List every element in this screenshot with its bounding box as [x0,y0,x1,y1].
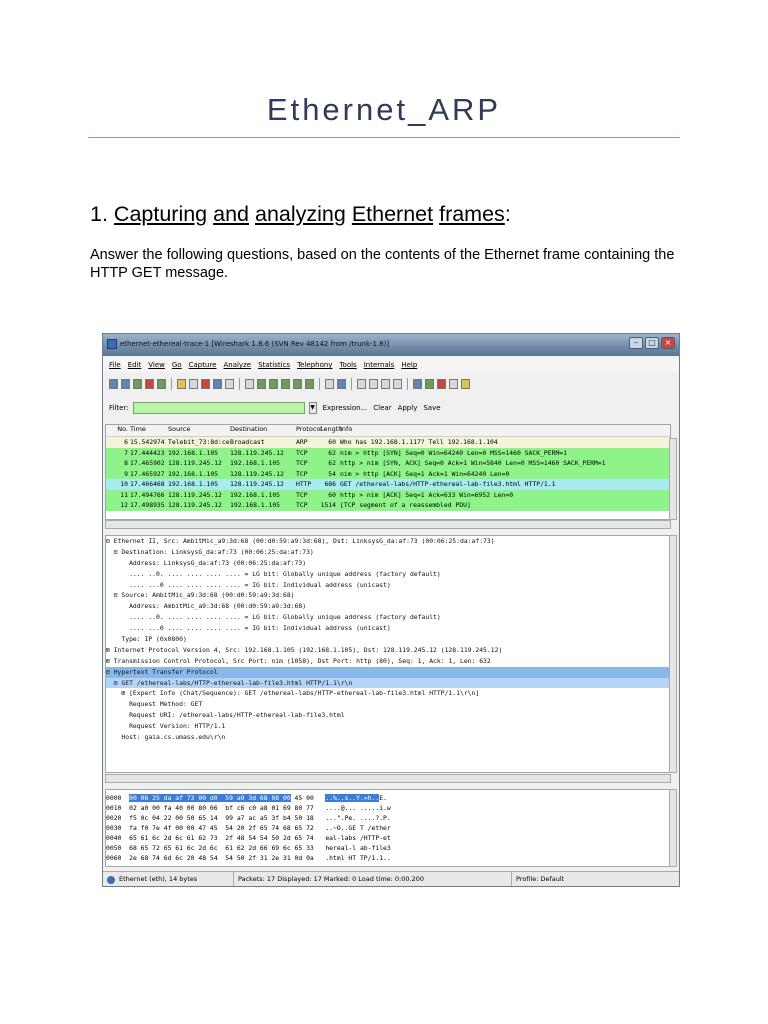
detail-tree-item[interactable]: Request Version: HTTP/1.1 [106,722,226,731]
detail-tree-item[interactable]: Address: AmbitMic_a9:3d:68 (00:d0:59:a9:3d:68) [106,602,307,611]
packet-protocol: ARP [296,438,308,446]
packet-number: 11 [120,490,128,499]
hex-offset: 0060 [106,854,122,862]
restart-capture-icon[interactable] [157,379,166,389]
packet-list-scrollbar[interactable] [105,520,671,529]
status-packets: Packets: 17 Displayed: 17 Marked: 0 Load time: 0:00.200 [233,872,511,886]
close-icon[interactable]: × [661,337,675,349]
hex-line [106,833,670,843]
menu-capture[interactable]: Capture [188,361,217,369]
menu-bar [103,358,679,372]
packet-destination: 128.119.245.12 [230,448,284,457]
go-back-icon[interactable] [257,379,266,389]
document-title: Ethernet_ARP [266,92,502,127]
packet-source: 128.119.245.12 [168,459,222,467]
ascii-bytes[interactable]: .html HT TP/1.1.. [325,854,391,862]
open-file-icon[interactable] [177,379,186,389]
packet-list-header [106,425,670,437]
column-length[interactable]: Length [320,425,343,433]
hex-offset: 0040 [106,834,122,842]
packet-time: 17.466468 [130,480,165,488]
detail-tree-item[interactable]: .... ...0 .... .... .... .... = IG bit: Individual address (unicast) [106,624,391,633]
packet-info: http > nim [SYN, ACK] Seq=0 Ack=1 Win=5840 Len=0 MSS=1460 SACK_PERM=1 [340,459,606,467]
auto-scroll-icon[interactable] [337,379,346,389]
filter-bar [103,400,679,416]
toolbar-separator [351,378,352,390]
ascii-bytes[interactable]: hereal-l ab-file3 [325,844,391,852]
packet-number: 9 [124,469,128,478]
clear-button[interactable]: Clear [373,404,392,412]
menu-go[interactable]: Go [171,361,182,369]
hex-offset: 0000 [106,794,122,802]
ascii-bytes[interactable]: eal-labs /HTTP-et [325,834,391,842]
start-capture-icon[interactable] [133,379,142,389]
heading-word: Ethernet [351,202,434,226]
display-filters-icon[interactable] [425,379,434,389]
window-titlebar [103,334,679,356]
packet-protocol: TCP [296,448,308,457]
packet-length: 54 [328,469,336,478]
packet-source: 192.168.1.105 [168,480,219,488]
options-icon[interactable] [121,379,130,389]
hex-offset: 0010 [106,804,122,812]
packet-source: 192.168.1.105 [168,448,219,457]
detail-tree-item[interactable]: ⊟ Source: AmbitMic_a9:3d:68 (00:d0:59:a9:3d:68) [106,591,295,600]
packet-list [105,424,671,520]
resize-columns-icon[interactable] [393,379,402,389]
column-time[interactable]: Time [130,425,146,433]
packet-info: nim > http [ACK] Seq=1 Ack=1 Win=64240 Len=0 [340,469,510,478]
packet-list-vscrollbar[interactable] [669,438,677,520]
toolbar-separator [407,378,408,390]
hex-offset: 0020 [106,814,122,822]
detail-tree-item[interactable]: ⊟ Destination: LinksysG_da:af:73 (00:06:25:da:af:73) [106,547,314,556]
menu-statistics[interactable]: Statistics [258,361,291,369]
table-row[interactable] [106,490,670,501]
menu-telephony[interactable]: Telephony [297,361,333,369]
packet-protocol: HTTP [296,480,312,488]
detail-tree-item[interactable]: ⊟ GET /ethereal-labs/HTTP-ethereal-lab-file3.html HTTP/1.1\r\n [106,678,670,689]
ascii-bytes[interactable]: ...".Pe. ....?.P. [325,814,391,822]
hex-line [106,853,670,863]
packet-source: 192.168.1.105 [168,469,219,478]
coloring-rules-icon[interactable] [437,379,446,389]
detail-tree-item[interactable]: Host: gaia.cs.umass.edu\r\n [106,733,226,742]
toolbar-separator [319,378,320,390]
packet-number: 12 [120,501,128,509]
column-source[interactable]: Source [168,425,191,433]
toolbar-separator [171,378,172,390]
hex-bytes[interactable]: fa f0 7e 4f 00 00 47 45 54 20 2f 65 74 68 65 72 [129,824,314,832]
table-row[interactable] [106,500,670,511]
detail-tree-item[interactable]: Request Method: GET [106,700,203,709]
menu-edit[interactable]: Edit [127,361,142,369]
help-icon[interactable] [461,379,470,389]
packet-number: 6 [124,438,128,446]
last-packet-icon[interactable] [305,379,314,389]
save-file-icon[interactable] [189,379,198,389]
hex-line [106,803,670,813]
print-icon[interactable] [225,379,234,389]
table-row[interactable] [106,458,670,469]
bytes-vscrollbar[interactable] [669,789,677,867]
instruction-paragraph: Answer the following questions, based on the contents of the Ethernet frame containing the HTTP GET message. [90,247,675,281]
section-heading [90,202,511,227]
maximize-icon[interactable]: □ [645,337,659,349]
heading-word: Capturing [113,202,208,226]
heading-word: frames [439,202,505,226]
filter-input[interactable] [133,402,305,414]
detail-tree-item[interactable]: ⊞ Internet Protocol Version 4, Src: 192.168.1.105 (192.168.1.105), Dst: 128.119.245.12 (128.119.245.12) [106,645,503,654]
wireshark-app-icon [107,339,117,349]
ascii-bytes[interactable]: ..~O..GE T /ether [325,824,391,832]
packet-bytes [105,789,671,867]
menu-tools[interactable]: Tools [339,361,357,369]
packet-length: 1514 [320,501,336,509]
hex-bytes[interactable]: 68 65 72 65 61 6c 2d 6c 61 62 2d 66 69 6c 65 33 [129,844,314,852]
detail-tree-item[interactable]: .... ..0. .... .... .... .... = LG bit: Globally unique address (factory default) [106,613,441,622]
packet-destination: 128.119.245.12 [230,480,284,488]
hex-line [106,843,670,853]
close-file-icon[interactable] [201,379,210,389]
packet-destination: 128.119.245.12 [230,469,284,478]
packet-time: 17.465902 [130,459,165,467]
main-toolbar [103,375,679,393]
section-number: 1. [90,202,108,226]
packet-number: 10 [120,480,128,488]
packet-length: 62 [328,448,336,457]
stop-capture-icon[interactable] [145,379,154,389]
hex-offset: 0050 [106,844,122,852]
menu-analyze[interactable]: Analyze [223,361,252,369]
ascii-bytes[interactable]: E. [379,794,387,802]
detail-tree-item[interactable]: ⊞ [Expert Info (Chat/Sequence): GET /ethereal-labs/HTTP-ethereal-lab-file3.html HTTP/1.1\r\n] [106,689,480,698]
column-no[interactable]: No. [117,425,128,433]
column-protocol[interactable]: Protocol [296,425,323,433]
status-field-text: Ethernet (eth), 14 bytes [119,875,198,883]
hex-bytes[interactable]: 45 00 [290,794,314,802]
packet-time: 17.444423 [130,448,165,457]
details-hscrollbar[interactable] [105,774,671,783]
packet-destination: 192.168.1.105 [230,501,281,509]
interfaces-icon[interactable] [109,379,118,389]
table-row[interactable] [106,437,670,448]
detail-tree-item[interactable]: ⊟ Hypertext Transfer Protocol [106,667,670,678]
go-forward-icon[interactable] [269,379,278,389]
filter-label: Filter: [109,404,129,412]
column-info[interactable]: Info [340,425,353,433]
packet-info: [TCP segment of a reassembled PDU] [340,501,471,509]
detail-tree-item[interactable]: .... ..0. .... .... .... .... = LG bit: Globally unique address (factory default) [106,569,441,578]
title-divider [88,137,680,138]
detail-tree-item[interactable]: ⊞ Transmission Control Protocol, Src Port: nim (1058), Dst Port: http (80), Seq: 1, Ack: 1, Len: 632 [106,656,491,665]
hex-bytes[interactable]: 65 61 6c 2d 6c 61 62 73 2f 48 54 54 50 2d 65 74 [129,834,314,842]
minimize-icon[interactable]: – [629,337,643,349]
hex-bytes[interactable]: 2e 68 74 6d 6c 20 48 54 54 50 2f 31 2e 31 0d 0a [129,854,314,862]
menu-view[interactable]: View [148,361,165,369]
packet-length: 60 [328,490,336,499]
find-packet-icon[interactable] [245,379,254,389]
hex-line [106,793,670,803]
packet-info: http > nim [ACK] Seq=1 Ack=633 Win=6952 Len=0 [340,490,514,499]
ascii-selected[interactable]: ..%..s..Y.=h.. [325,794,380,802]
table-row[interactable] [106,469,670,480]
heading-colon: : [504,202,511,226]
packet-info: GET /ethereal-labs/HTTP-ethereal-lab-file3.html HTTP/1.1 [340,480,556,488]
packet-source: Telebit_73:8d:ce [168,438,230,446]
detail-tree-item[interactable]: ⊟ Ethernet II, Src: AmbitMic_a9:3d:68 (00:d0:59:a9:3d:68), Dst: LinksysG_da:af:73 (00:06:25:da:af:73) [106,537,495,545]
save-button[interactable]: Save [423,404,441,412]
packet-source: 128.119.245.12 [168,490,222,499]
status-field [103,872,233,886]
preferences-icon[interactable] [449,379,458,389]
hex-offset: 0030 [106,824,122,832]
packet-protocol: TCP [296,501,308,509]
go-to-packet-icon[interactable] [281,379,290,389]
detail-tree-item[interactable]: .... ...0 .... .... .... .... = IG bit: Individual address (unicast) [106,580,391,589]
normal-size-icon[interactable] [381,379,390,389]
packet-protocol: TCP [296,469,308,478]
packet-time: 15.542974 [130,438,165,446]
expression-button[interactable]: Expression... [322,404,368,412]
first-packet-icon[interactable] [293,379,302,389]
status-bar [103,871,679,886]
packet-number: 7 [124,448,128,457]
packet-destination: 192.168.1.105 [230,459,281,467]
packet-source: 128.119.245.12 [168,501,222,509]
table-row[interactable] [106,448,670,459]
column-destination[interactable]: Destination [230,425,268,433]
detail-tree-item[interactable]: Address: LinksysG_da:af:73 (00:06:25:da:af:73) [106,558,307,567]
packet-number: 8 [124,459,128,467]
apply-button[interactable]: Apply [397,404,418,412]
packet-length: 686 [324,480,336,488]
packet-details [105,535,671,773]
packet-destination: 192.168.1.105 [230,490,281,499]
window-title: ethernet-ethereal-trace-1 [Wireshark 1.8.6 (SVN Rev 48142 from /trunk-1.8)] [120,340,390,348]
packet-length: 60 [328,438,336,446]
packet-length: 62 [328,459,336,467]
packet-info: nim > http [SYN] Seq=0 Win=64240 Len=0 MSS=1460 SACK_PERM=1 [340,448,568,457]
filter-dropdown-icon[interactable]: ▼ [309,402,317,414]
packet-protocol: TCP [296,459,308,467]
ascii-bytes[interactable]: ....@... .....i.w [325,804,391,812]
expert-info-icon[interactable] [107,876,115,884]
menu-file[interactable]: File [109,361,121,369]
heading-word: analyzing [255,202,346,226]
status-profile[interactable]: Profile: Default [511,872,679,886]
zoom-in-icon[interactable] [357,379,366,389]
packet-time: 17.498935 [130,501,165,509]
wireshark-window [102,333,680,887]
hex-bytes-selected[interactable]: 00 06 25 da af 73 00 d0 59 a9 3d 68 08 00 [129,794,291,802]
details-vscrollbar[interactable] [669,535,677,773]
detail-tree-item[interactable]: Request URI: /ethereal-labs/HTTP-ethereal-lab-file3.html [106,711,345,720]
capture-filters-icon[interactable] [413,379,422,389]
hex-line [106,813,670,823]
colorize-icon[interactable] [325,379,334,389]
table-row[interactable] [106,479,670,490]
heading-word: and [213,202,250,226]
menu-help[interactable]: Help [401,361,418,369]
detail-tree-item[interactable]: Type: IP (0x0800) [106,635,187,644]
toolbar-separator [239,378,240,390]
menu-internals[interactable]: Internals [363,361,395,369]
hex-bytes[interactable]: f5 0c 04 22 00 50 65 14 99 a7 ac a5 3f b4 50 18 [129,814,314,822]
packet-time: 17.494766 [130,490,165,499]
packet-info: Who has 192.168.1.117? Tell 192.168.1.104 [340,438,498,446]
zoom-out-icon[interactable] [369,379,378,389]
hex-line [106,823,670,833]
packet-destination: Broadcast [230,438,265,446]
packet-protocol: TCP [296,490,308,499]
hex-bytes[interactable]: 02 a0 00 fa 40 00 80 06 bf c6 c0 a8 01 69 80 77 [129,804,314,812]
packet-time: 17.465927 [130,469,165,478]
reload-icon[interactable] [213,379,222,389]
